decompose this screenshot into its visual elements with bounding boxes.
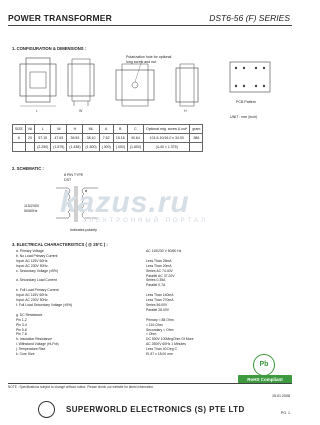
electrical-label: i. Withstand Voltage (Hi-Pot) (16, 342, 59, 347)
footer-note: NOTE : Specifications subject to change without notice. Please check our website for latest information. (8, 385, 154, 389)
electrical-label: Input: AC 115V 60Hz. (16, 258, 49, 263)
spec-cell: 7.62 (99, 134, 113, 143)
electrical-value: Less Than 20mA (146, 263, 172, 268)
spec-header: Optional mtg. screw & nut* (143, 125, 189, 134)
electrical-value: AC 115/230 V 50/60 Hz (146, 249, 182, 253)
document-title: POWER TRANSFORMER (8, 13, 112, 23)
spec-header: SIZE (13, 125, 26, 134)
spec-cell (25, 143, 34, 152)
side-view-drawing (68, 59, 94, 113)
spec-cell: 15.16 (113, 134, 127, 143)
spec-header: C (127, 125, 143, 134)
spec-header: W (51, 125, 67, 134)
pcb-pattern-label: PCB Pattern (236, 100, 256, 104)
electrical-value: = Ohm (146, 332, 157, 337)
height-view-drawing (176, 64, 198, 113)
svg-text:L: L (36, 109, 38, 113)
spec-cell: (1.600) (127, 143, 143, 152)
spec-table (12, 124, 203, 152)
electrical-label: k. Core Size (16, 352, 35, 357)
section-schematic-heading: 2. SCHEMATIC : (12, 166, 44, 171)
spec-cell: (1.875) (51, 143, 67, 152)
spec-header: B (113, 125, 127, 134)
electrical-label: Input: AC 230V 50Hz. (16, 298, 49, 303)
electrical-label: g. DC Resistance (16, 312, 43, 317)
electrical-characteristics-table (16, 249, 194, 357)
polarity-note: Indicates polarity (70, 228, 97, 232)
electrical-label: a. Primary Voltage (16, 249, 44, 253)
section-configuration-heading: 1. CONFIGURATION & DIMENSIONS : (12, 46, 87, 51)
electrical-label: Pin 7-8 (16, 332, 27, 337)
spec-cell: (4-40 × 1.375) (143, 143, 189, 152)
header-rule (8, 25, 292, 26)
spec-header: H (67, 125, 83, 134)
electrical-label: Input: AC 230V 50Hz. (16, 263, 49, 268)
electrical-value: Less Than 270mA (146, 298, 174, 303)
electrical-value: EI-57 x 18.00 mm (146, 352, 173, 357)
electrical-label: e. Full Load Primary Current (16, 288, 59, 293)
document-date: 15.01.2008 (272, 394, 290, 398)
electrical-value: Less Than 25mA (146, 258, 172, 263)
spec-cell: (2.250) (35, 143, 51, 152)
electrical-value: Secondary = Ohm (146, 327, 174, 332)
spec-cell: 36.53 (67, 134, 83, 143)
spec-cell: 386 (190, 134, 203, 143)
spec-cell: 40.64 (127, 134, 143, 143)
electrical-value: Less Than 40 Deg C (146, 347, 178, 352)
watermark-logo: kazus.ru (60, 186, 190, 219)
spec-cell: 57.15 (35, 134, 51, 143)
electrical-label: Pin 1-2 (16, 317, 27, 322)
electrical-value: Less Than 140mA (146, 293, 174, 298)
series-title: DST6-56 (F) SERIES (209, 13, 290, 23)
electrical-label: Pin 3-4 (16, 322, 27, 327)
spec-cell: 101.6-10/16.0 x 34.93 (143, 134, 189, 143)
spec-table-header-row (13, 125, 203, 134)
unit-label: UNIT : mm (inch) (230, 115, 258, 119)
top-view-drawing (116, 60, 154, 106)
electrical-label: f. Full Load Secondary Voltage (±5%) (16, 302, 73, 307)
company-name: SUPERWORLD ELECTRONICS (S) PTE LTD (66, 405, 245, 414)
pcb-pattern-drawing (230, 62, 270, 92)
electrical-value: Primary = 88 Ohm (146, 317, 174, 322)
footer-rule (8, 383, 292, 384)
input-voltage-label: 115/230V 50/60Hz (24, 204, 40, 213)
electrical-label: Pin 5-6 (16, 327, 27, 332)
electrical-value: Parallel 0.7A (146, 283, 166, 288)
spec-cell: (.300) (99, 143, 113, 152)
spec-header: L (35, 125, 51, 134)
spec-header: VA (25, 125, 34, 134)
electrical-value: DC 500V 100MegOhm Of More (146, 337, 194, 342)
svg-text:H: H (184, 109, 187, 113)
rohs-compliant-badge: RoHS Compliant (238, 375, 292, 384)
electrical-value: Series 0.35A (146, 278, 166, 283)
electrical-label: Input: AC 115V 60Hz. (16, 293, 49, 298)
spec-cell: (1.438) (67, 143, 83, 152)
front-view-drawing (20, 58, 56, 113)
electrical-label: h. Insulation Resistance (16, 337, 52, 342)
electrical-label: d. Secondary Load Current (16, 278, 57, 283)
electrical-value: = 116 Ohm (146, 322, 163, 327)
spec-cell (13, 143, 26, 152)
svg-text:W: W (79, 109, 83, 113)
lead-free-badge: Pb (253, 354, 275, 376)
spec-cell: 38.10 (83, 134, 99, 143)
watermark-subtitle: ЭЛЕКТРОННЫЙ ПОРТАЛ (82, 218, 208, 224)
electrical-value: Series AC 74.40V (146, 268, 173, 273)
spec-table-row (13, 143, 203, 152)
spec-cell: (.400) (113, 143, 127, 152)
polarization-callout: Polarization hole for optional long screw and nut (126, 55, 172, 64)
spec-cell: 47.63 (51, 134, 67, 143)
pin-type-label: 8 PIN TYPE DST (64, 173, 84, 182)
company-logo-icon (38, 401, 55, 418)
electrical-value: Series 56.00V (146, 302, 168, 307)
electrical-value: Parallel 28.00V (146, 307, 169, 312)
spec-cell: 6 (13, 134, 26, 143)
spec-cell: (1.500) (83, 143, 99, 152)
electrical-row (16, 352, 194, 357)
electrical-label: b. No Load Primary Current (16, 253, 58, 258)
electrical-label: j. Temperature Rise (16, 347, 46, 352)
spec-header: ML (83, 125, 99, 134)
spec-header: A (99, 125, 113, 134)
electrical-label: c. Secondary Voltage (±5%) (16, 268, 59, 273)
spec-cell: 20 (25, 134, 34, 143)
page-number: PG. 1 (280, 411, 290, 415)
spec-header: gram (190, 125, 203, 134)
spec-cell (190, 143, 203, 152)
spec-table-row (13, 134, 203, 143)
dimension-drawings (16, 54, 286, 122)
section-electrical-heading: 3. ELECTRICAL CHARACTERISTICS ( @ 25°C ) : (12, 242, 108, 247)
electrical-value: AC 2500V 60Hz 1 Minutes (146, 342, 186, 347)
electrical-value: Parallel AC 37.20V (146, 273, 175, 278)
